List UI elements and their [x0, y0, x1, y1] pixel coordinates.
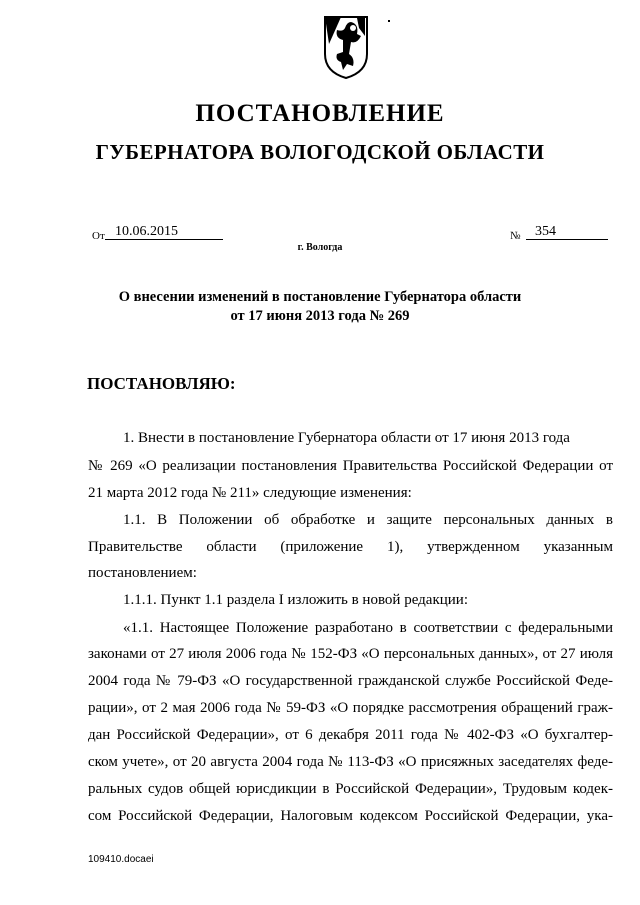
body-line: ском учете», от 20 августа 2004 года № 113-ФЗ «О присяжных заседателях феде- [88, 754, 613, 770]
body-line: рации», от 2 мая 2006 года № 59-ФЗ «О порядке рассмотрения обращений граж- [88, 700, 613, 716]
city-name: г. Вологда [297, 242, 343, 253]
document-date: 10.06.2015 [105, 224, 223, 240]
body-line: дан Российской Федерации», от 6 декабря 2011 года № 402-ФЗ «О бухгалтер- [88, 727, 613, 743]
body-line: 1.1.1. Пункт 1.1 раздела I изложить в новой редакции: [123, 592, 468, 608]
body-line: 2004 года № 79-ФЗ «О государственной гражданской службе Российской Феде- [88, 673, 613, 689]
body-line: 21 марта 2012 года № 211» следующие изменения: [88, 485, 412, 501]
resolve-heading: ПОСТАНОВЛЯЮ: [87, 374, 236, 393]
coat-of-arms-emblem [321, 14, 371, 80]
date-prefix: От [92, 230, 105, 242]
scan-mark [388, 20, 390, 22]
body-line: «1.1. Настоящее Положение разработано в соответствии с федеральными [123, 620, 613, 636]
body-line: № 269 «О реализации постановления Правительства Российской Федерации от [88, 458, 613, 474]
body-line: Правительстве области (приложение 1), утвержденном указанным [88, 539, 613, 555]
body-line: 1. Внести в постановление Губернатора области от 17 июня 2013 года [123, 430, 570, 446]
body-line: сом Российской Федерации, Налоговым кодексом Российской Федерации, ука- [88, 808, 613, 824]
document-number: 354 [526, 224, 608, 240]
body-line: ральных судов общей юрисдикции в Российской Федерации», Трудовым кодек- [88, 781, 613, 797]
document-subject [0, 288, 640, 326]
body-line: постановлением: [88, 565, 197, 581]
subject-line-1: О внесении изменений в постановление Губернатора области [118, 289, 522, 305]
document-title: ПОСТАНОВЛЕНИЕ [195, 100, 445, 127]
body-line: законами от 27 июля 2006 года № 152-ФЗ «О персональных данных», от 27 июля [88, 646, 613, 662]
number-prefix: № [510, 230, 521, 242]
footer-file-code: 109410.docaei [88, 854, 154, 865]
document-subtitle: ГУБЕРНАТОРА ВОЛОГОДСКОЙ ОБЛАСТИ [95, 140, 545, 164]
subject-line-2: от 17 июня 2013 года № 269 [230, 308, 410, 324]
body-line: 1.1. В Положении об обработке и защите персональных данных в [123, 512, 613, 528]
